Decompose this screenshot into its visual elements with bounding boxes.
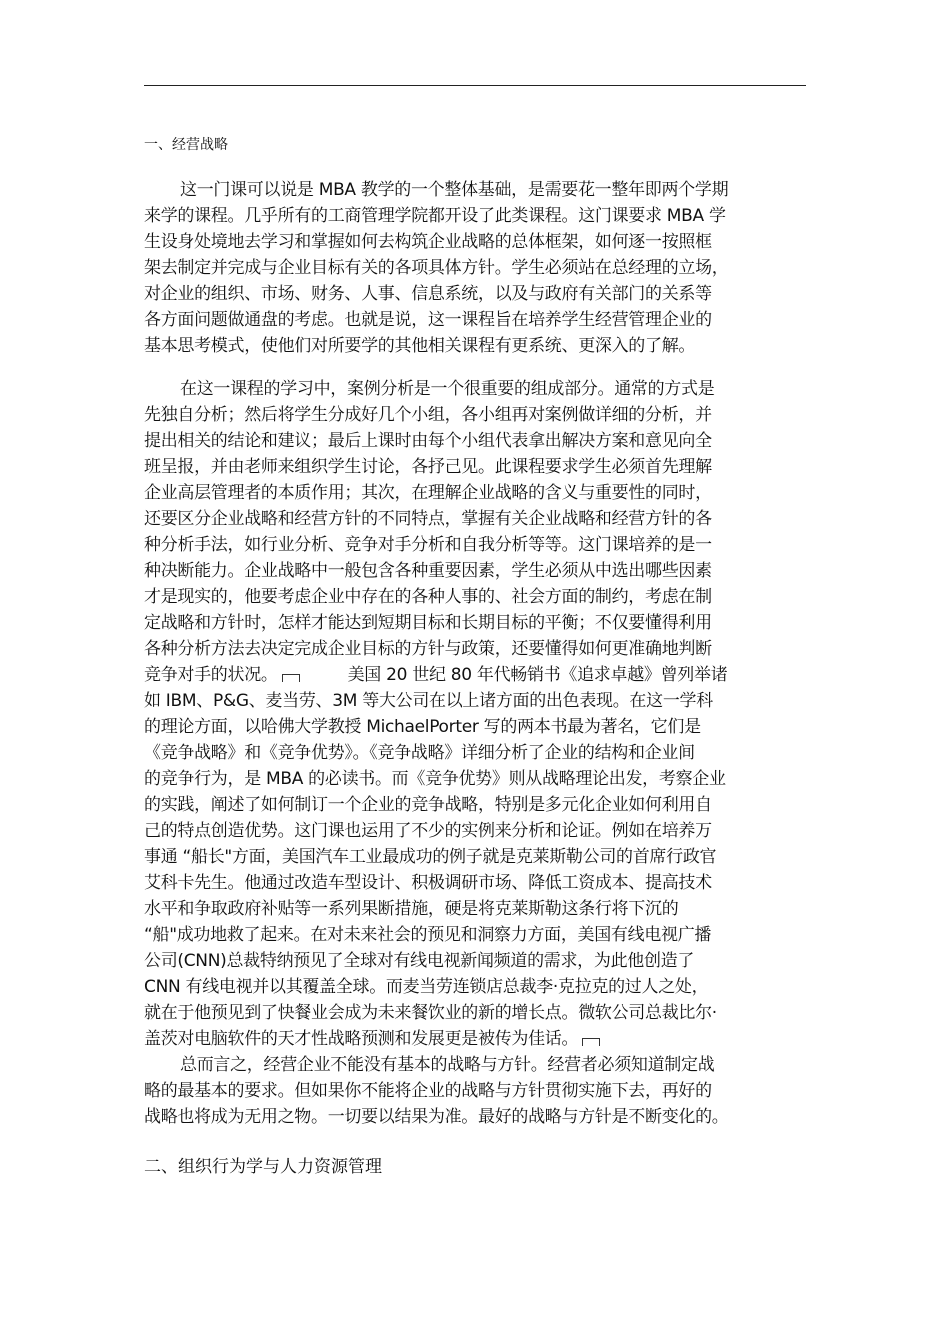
- paragraph-conclusion: [144, 1052, 806, 1130]
- text-line: 提出相关的结论和建议；最后上课时由每个小组代表拿出解决方案和意见向全: [144, 431, 712, 451]
- paragraph-mark-icon: [582, 1038, 600, 1046]
- text-line: 如 IBM、P&G、麦当劳、3M 等大公司在以上诸方面的出色表现。在这一学科: [144, 691, 713, 711]
- section-title-org-behavior: 二、组织行为学与人力资源管理: [144, 1157, 382, 1177]
- text-line: 的理论方面，以哈佛大学教授 MichaelPorter 写的两本书最为著名，它们是: [144, 717, 701, 737]
- text-line: 就在于他预见到了快餐业会成为未来餐饮业的新的增长点。微软公司总裁比尔·: [144, 1003, 717, 1023]
- text-run: 美国 20 世纪 80 年代畅销书《追求卓越》曾列举诸: [347, 665, 728, 685]
- text-line: 还要区分企业战略和经营方针的不同特点，掌握有关企业战略和经营方针的各: [144, 509, 712, 529]
- text-line: CNN 有线电视并以其覆盖全球。而麦当劳连锁店总裁李·克拉克的过人之处，: [144, 977, 709, 997]
- paragraph-course-overview: [144, 177, 806, 359]
- text-line: 的竞争行为，是 MBA 的必读书。而《竞争优势》则从战略理论出发，考察企业: [144, 769, 726, 789]
- text-line: 来学的课程。几乎所有的工商管理学院都开设了此类课程。这门课要求 MBA 学: [144, 206, 726, 226]
- text-line: 公司(CNN)总裁特纳预见了全球对有线电视新闻频道的需求，为此他创造了: [144, 951, 695, 971]
- text-line: 艾科卡先生。他通过改造车型设计、积极调研市场、降低工资成本、提高技术: [144, 873, 712, 893]
- text-line: 事通 “船长"方面，美国汽车工业最成功的例子就是克莱斯勒公司的首席行政官: [144, 847, 717, 867]
- text-run: 竞争对手的状况。: [144, 665, 278, 685]
- text-line: “船"成功地救了起来。在对未来社会的预见和洞察力方面，美国有线电视广播: [144, 925, 712, 945]
- text-line: 这一门课可以说是 MBA 教学的一个整体基础，是需要花一整年即两个学期: [180, 180, 729, 200]
- text-line: 总而言之，经营企业不能没有基本的战略与方针。经营者必须知道制定战: [180, 1055, 715, 1075]
- paragraph-case-analysis: [144, 376, 806, 1052]
- text-line: 各种分析方法去决定完成企业目标的方针与政策，还要懂得如何更准确地判断: [144, 639, 712, 659]
- text-line: 《竞争战略》和《竞争优势》。《竞争战略》详细分析了企业的结构和企业间: [144, 743, 695, 763]
- text-line: 略的最基本的要求。但如果你不能将企业的战略与方针贯彻实施下去，再好的: [144, 1081, 712, 1101]
- text-line: 才是现实的，他要考虑企业中存在的各种人事的、社会方面的制约，考虑在制: [144, 587, 712, 607]
- text-run: 盖茨对电脑软件的天才性战略预测和发展更是被传为佳话。: [144, 1029, 579, 1049]
- text-line: 对企业的组织、市场、财务、人事、信息系统，以及与政府有关部门的关系等: [144, 284, 712, 304]
- text-line: 班呈报，并由老师来组织学生讨论，各抒己见。此课程要求学生必须首先理解: [144, 457, 712, 477]
- text-line: [144, 662, 806, 688]
- text-line: 企业高层管理者的本质作用；其次，在理解企业战略的含义与重要性的同时，: [144, 483, 712, 503]
- text-line: [144, 1026, 806, 1052]
- text-line: 战略也将成为无用之物。一切要以结果为准。最好的战略与方针是不断变化的。: [144, 1107, 729, 1127]
- text-line: 先独自分析；然后将学生分成好几个小组，各小组再对案例做详细的分析，并: [144, 405, 712, 425]
- text-line: 架去制定并完成与企业目标有关的各项具体方针。学生必须站在总经理的立场，: [144, 258, 729, 278]
- text-line: 种分析手法，如行业分析、竞争对手分析和自我分析等等。这门课培养的是一: [144, 535, 712, 555]
- text-line: 定战略和方针时，怎样才能达到短期目标和长期目标的平衡；不仅要懂得利用: [144, 613, 712, 633]
- text-line: 生设身处境地去学习和掌握如何去构筑企业战略的总体框架，如何逐一按照框: [144, 232, 712, 252]
- text-line: 在这一课程的学习中，案例分析是一个很重要的组成部分。通常的方式是: [180, 379, 715, 399]
- text-line: 己的特点创造优势。这门课也运用了不少的实例来分析和论证。例如在培养万: [144, 821, 712, 841]
- text-line: 水平和争取政府补贴等一系列果断措施，硬是将克莱斯勒这条行将下沉的: [144, 899, 679, 919]
- text-line: 的实践，阐述了如何制订一个企业的竞争战略，特别是多元化企业如何利用自: [144, 795, 712, 815]
- text-line: 基本思考模式，使他们对所要学的其他相关课程有更系统、更深入的了解。: [144, 336, 696, 356]
- section-title-strategy: 一、经营战略: [144, 137, 228, 153]
- text-line: 种决断能力。企业战略中一般包含各种重要因素，学生必须从中选出哪些因素: [144, 561, 712, 581]
- paragraph-mark-icon: [282, 674, 300, 682]
- text-line: 各方面问题做通盘的考虑。也就是说，这一课程旨在培养学生经营管理企业的: [144, 310, 712, 330]
- header-rule: [144, 85, 806, 86]
